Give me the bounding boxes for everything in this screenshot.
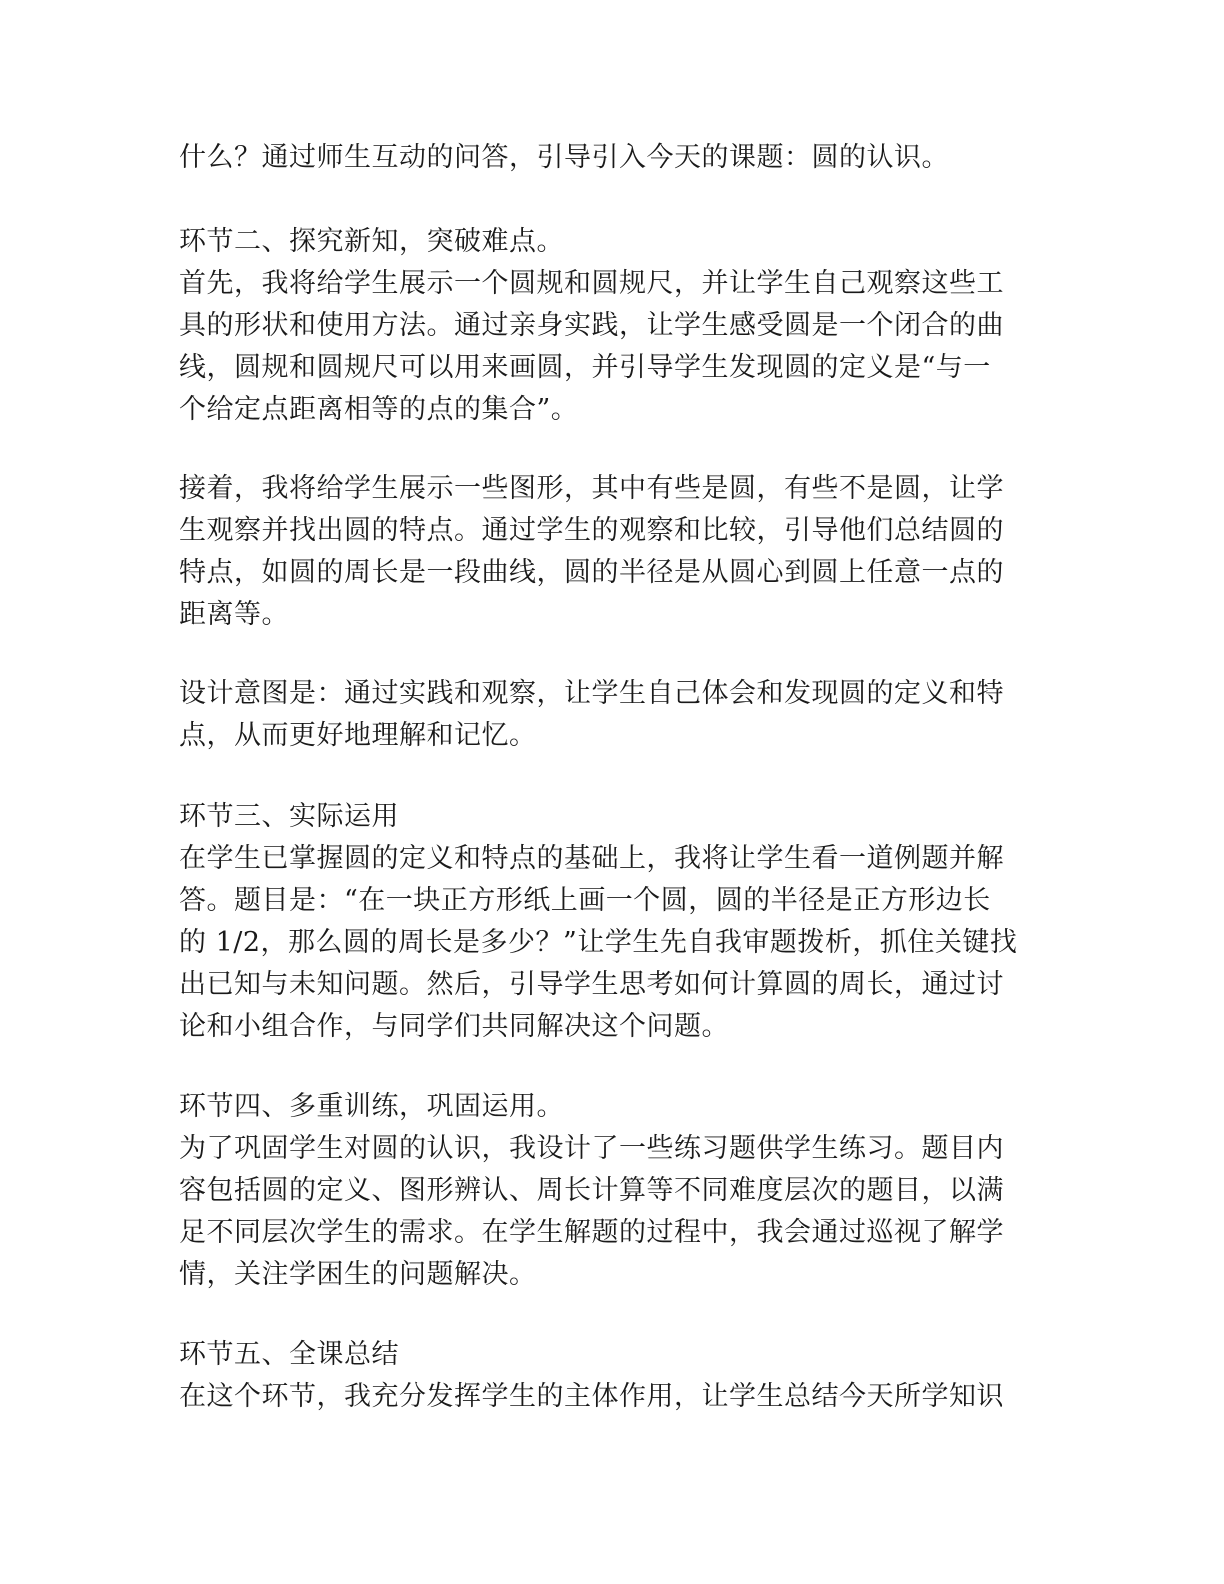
section-heading: 环节三、实际运用 [179,801,399,832]
text-line: 距离等。 [179,599,289,630]
text-line: 具的形状和使用方法。通过亲身实践，让学生感受圆是一个闭合的曲 [179,310,1004,341]
text-line: 足不同层次学生的需求。在学生解题的过程中，我会通过巡视了解学 [179,1217,1004,1248]
text-line: 的 1/2，那么圆的周长是多少？”让学生先自我审题拨析，抓住关键找 [179,927,1018,958]
text-line: 接着，我将给学生展示一些图形，其中有些是圆，有些不是圆，让学 [179,473,1004,504]
section-heading: 环节五、全课总结 [179,1339,399,1370]
text-line: 容包括圆的定义、图形辨认、周长计算等不同难度层次的题目，以满 [179,1175,1004,1206]
text-line: 设计意图是：通过实践和观察，让学生自己体会和发现圆的定义和特 [179,678,1004,709]
text-line: 论和小组合作，与同学们共同解决这个问题。 [179,1011,729,1042]
text-line: 个给定点距离相等的点的集合”。 [179,394,579,425]
text-line: 什么？通过师生互动的问答，引导引入今天的课题：圆的认识。 [179,142,949,173]
text-line: 出已知与未知问题。然后，引导学生思考如何计算圆的周长，通过讨 [179,969,1004,1000]
text-line: 生观察并找出圆的特点。通过学生的观察和比较，引导他们总结圆的 [179,515,1004,546]
text-line: 情，关注学困生的问题解决。 [179,1259,537,1290]
text-line: 首先，我将给学生展示一个圆规和圆规尺，并让学生自己观察这些工 [179,268,1004,299]
text-line: 点，从而更好地理解和记忆。 [179,720,537,751]
text-line: 答。题目是：“在一块正方形纸上画一个圆，圆的半径是正方形边长 [179,885,991,916]
text-line: 线，圆规和圆规尺可以用来画圆，并引导学生发现圆的定义是“与一 [179,352,991,383]
text-line: 特点，如圆的周长是一段曲线，圆的半径是从圆心到圆上任意一点的 [179,557,1004,588]
section-heading: 环节四、多重训练，巩固运用。 [179,1091,564,1122]
section-heading: 环节二、探究新知，突破难点。 [179,226,564,257]
text-line: 在学生已掌握圆的定义和特点的基础上，我将让学生看一道例题并解 [179,843,1004,874]
text-line: 在这个环节，我充分发挥学生的主体作用，让学生总结今天所学知识 [179,1381,1004,1412]
text-line: 为了巩固学生对圆的认识，我设计了一些练习题供学生练习。题目内 [179,1133,1004,1164]
